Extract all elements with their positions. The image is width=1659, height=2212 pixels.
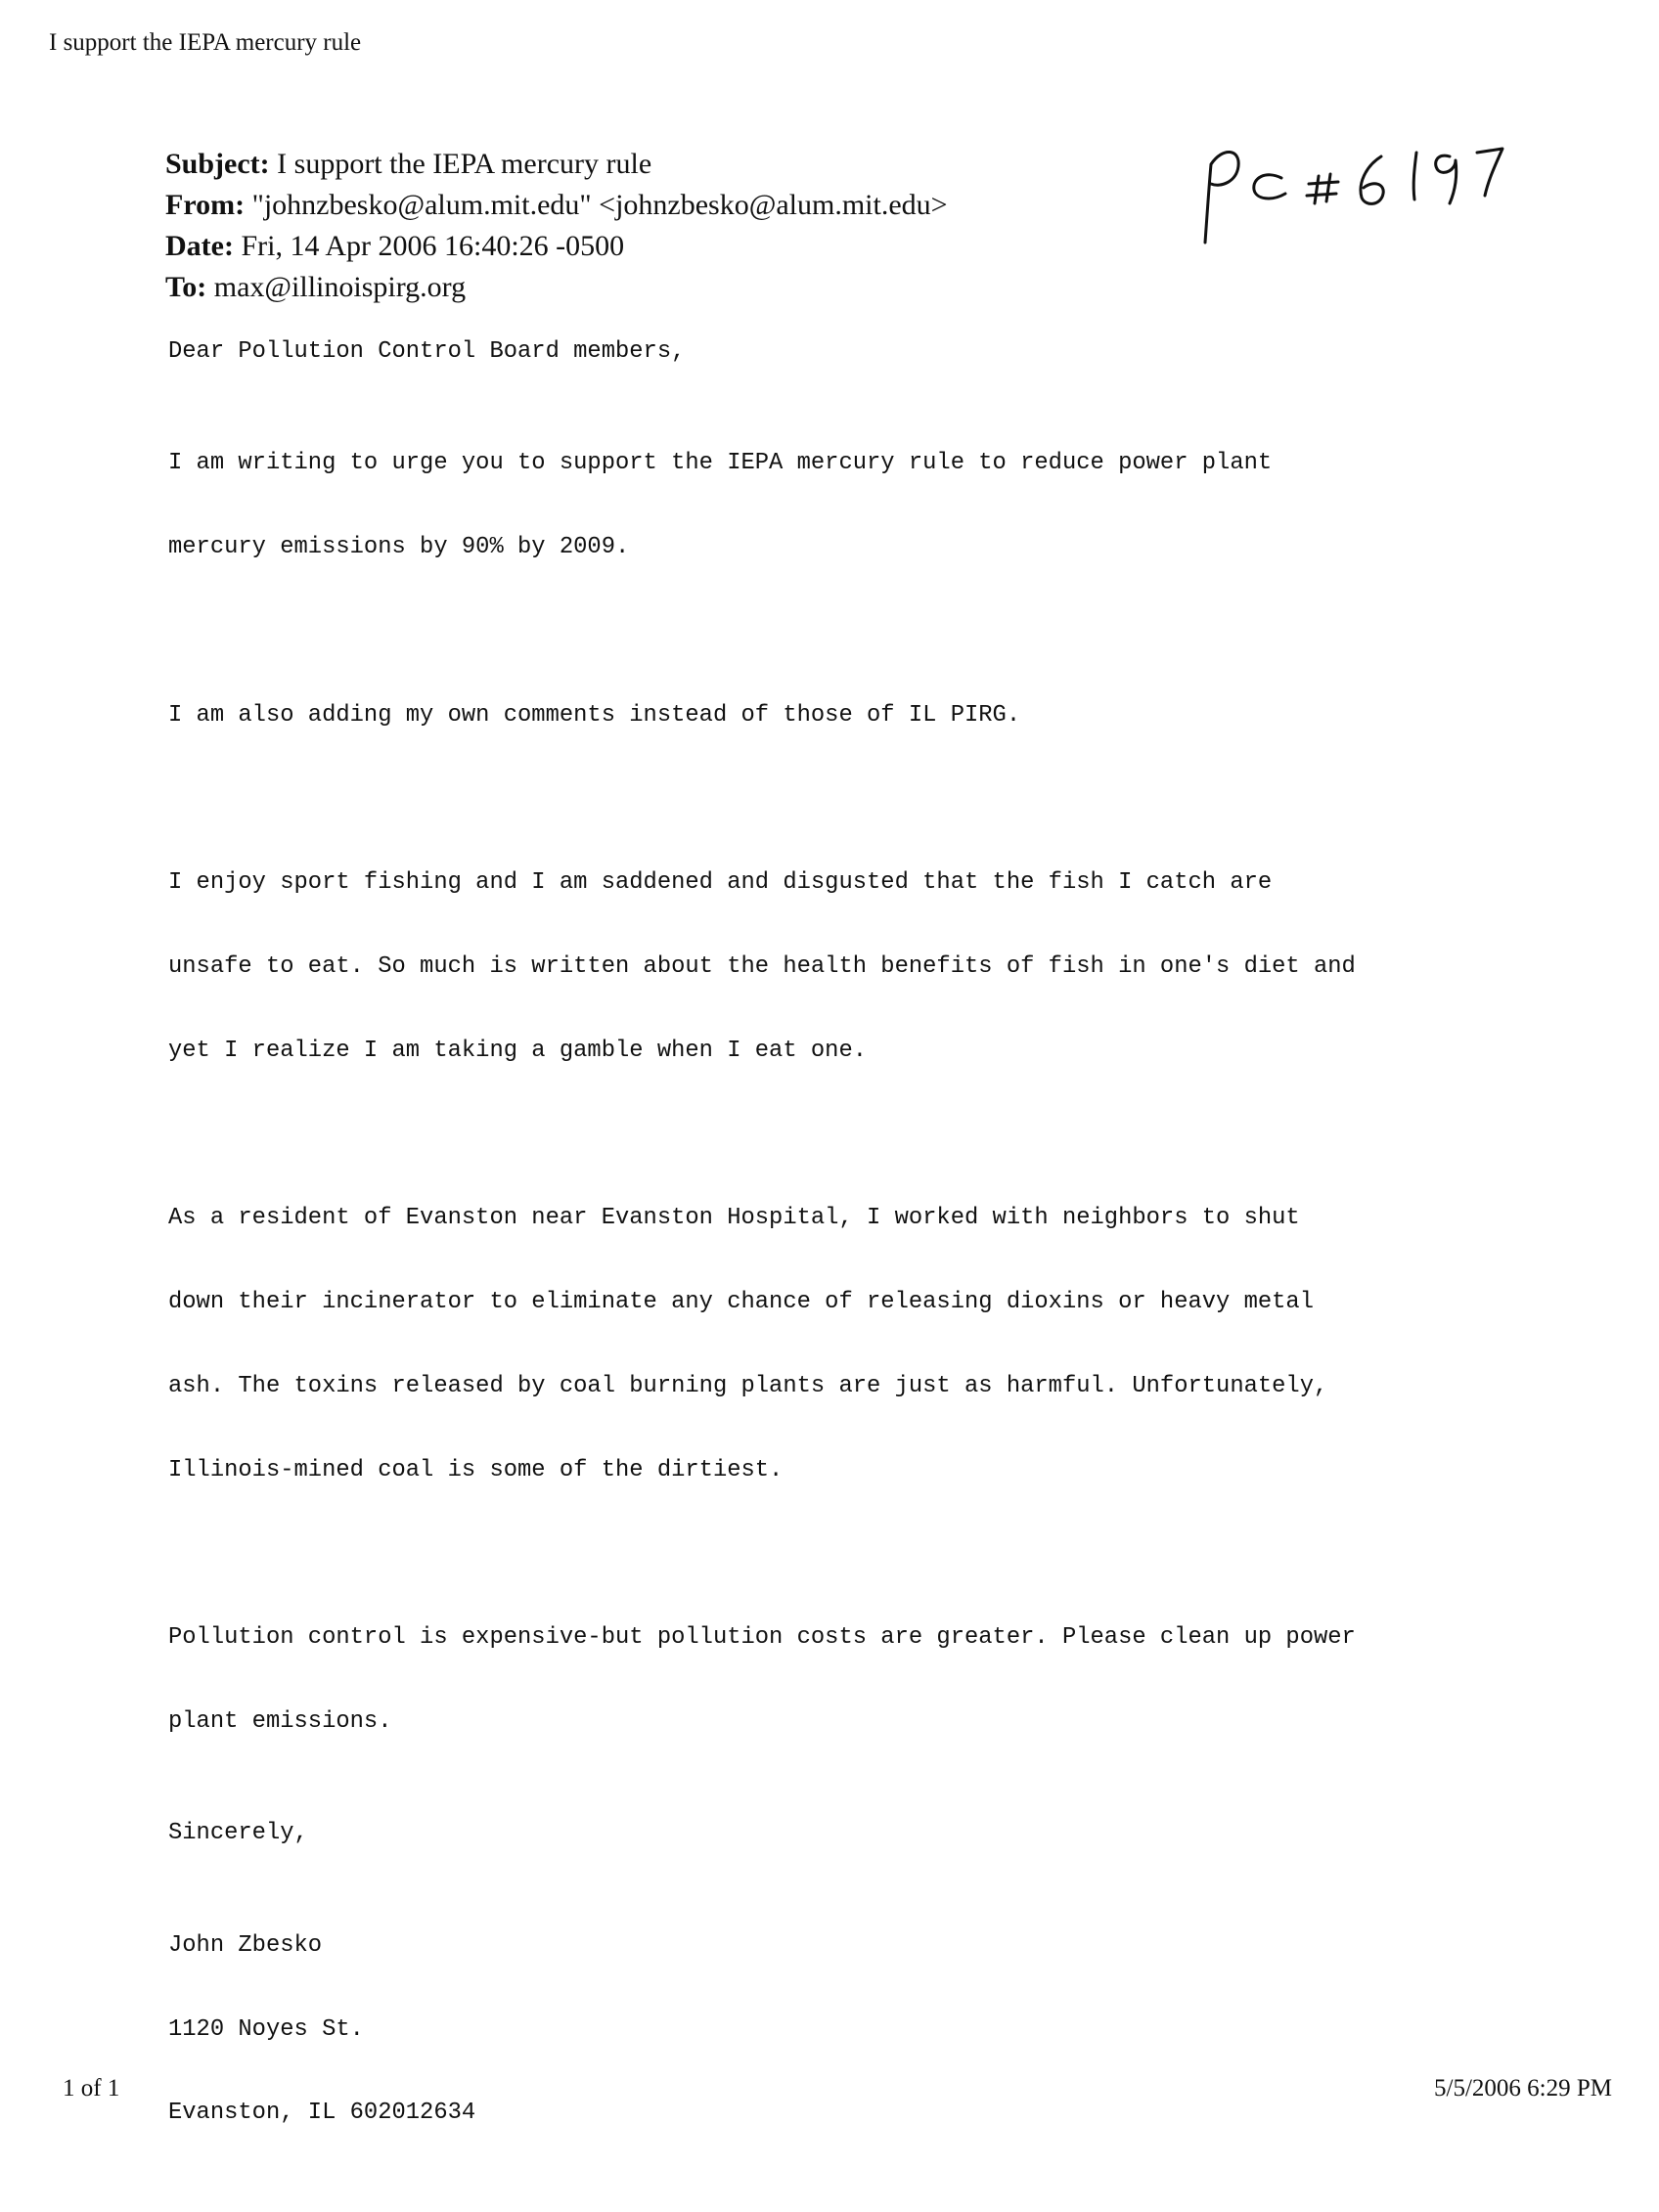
subject-value: I support the IEPA mercury rule	[277, 148, 652, 180]
date-row	[165, 226, 948, 267]
page-count: 1 of 1	[63, 2075, 120, 2101]
paragraph-line: ash. The toxins released by coal burning plants are just as harmful. Unfortunately,	[168, 1372, 1328, 1399]
paragraph-line: mercury emissions by 90% by 2009.	[168, 534, 630, 561]
paragraph-2	[168, 646, 1557, 786]
from-row	[165, 185, 948, 226]
handwritten-annotation	[1193, 127, 1546, 254]
paragraph-line: unsafe to eat. So much is written about the health benefits of fish in one's diet and	[168, 953, 1356, 981]
signature-street: 1120 Noyes St.	[168, 2015, 364, 2043]
paragraph-line: As a resident of Evanston near Evanston Hospital, I worked with neighbors to shut	[168, 1205, 1300, 1232]
closing: Sincerely,	[168, 1820, 308, 1847]
paragraph-line: I enjoy sport fishing and I am saddened and disgusted that the fish I catch are	[168, 869, 1273, 897]
to-value: max@illinoispirg.org	[213, 271, 467, 303]
date-value: Fri, 14 Apr 2006 16:40:26 -0500	[241, 230, 625, 262]
email-body	[168, 338, 1557, 2212]
greeting: Dear Pollution Control Board members,	[168, 338, 686, 365]
to-row	[165, 267, 948, 308]
paragraph-4	[168, 1149, 1557, 1540]
paragraph-line: I am writing to urge you to support the IEPA mercury rule to reduce power plant	[168, 450, 1273, 477]
email-headers	[165, 144, 948, 308]
date-label: Date:	[165, 230, 234, 262]
paragraph-3	[168, 814, 1557, 1122]
from-label: From:	[165, 189, 246, 221]
page-header-title: I support the IEPA mercury rule	[49, 29, 362, 56]
to-label: To:	[165, 271, 207, 303]
paragraph-line: Pollution control is expensive-but pollution costs are greater. Please clean up power	[168, 1624, 1356, 1652]
paragraph-line: yet I realize I am taking a gamble when I eat one.	[168, 1037, 868, 1064]
paragraph-line: plant emissions.	[168, 1708, 392, 1736]
subject-row	[165, 144, 948, 185]
paragraph-1	[168, 394, 1557, 618]
print-timestamp: 5/5/2006 6:29 PM	[1434, 2075, 1612, 2101]
paragraph-line: Illinois-mined coal is some of the dirtiest.	[168, 1456, 784, 1483]
signature-name: John Zbesko	[168, 1931, 323, 1959]
from-value: "johnzbesko@alum.mit.edu" <johnzbesko@alum.mit.edu>	[251, 189, 948, 221]
signature-city: Evanston, IL 602012634	[168, 2100, 476, 2127]
paragraph-line: down their incinerator to eliminate any chance of releasing dioxins or heavy metal	[168, 1289, 1314, 1316]
paragraph-line: I am also adding my own comments instead of those of IL PIRG.	[168, 701, 1021, 729]
signature-block	[168, 1877, 1557, 2185]
paragraph-5	[168, 1569, 1557, 1792]
subject-label: Subject:	[165, 148, 270, 180]
